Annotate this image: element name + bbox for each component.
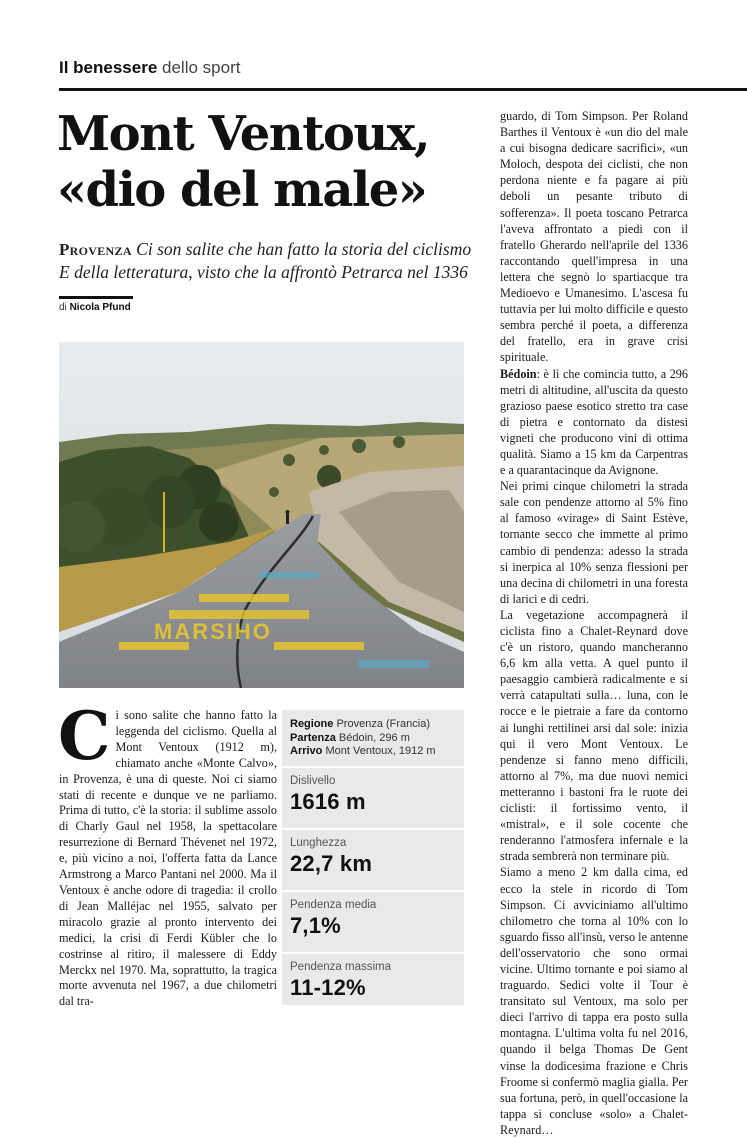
start-value: Bédoin, 296 m <box>338 731 410 744</box>
region-label: Regione <box>290 718 334 730</box>
stat-value-average-gradient: 7,1% <box>290 912 341 938</box>
stat-value-length: 22,7 km <box>290 850 373 876</box>
stat-label-length: Lunghezza <box>290 836 347 849</box>
article-headline <box>57 106 477 218</box>
dek-kicker: Provenza <box>59 240 132 259</box>
section-header <box>59 58 240 78</box>
byline <box>59 302 131 313</box>
section-subtitle: dello sport <box>162 58 241 77</box>
byline-author: Nicola Pfund <box>69 302 131 313</box>
section-title: Il benessere <box>59 58 158 77</box>
article-photo <box>59 342 464 688</box>
article-right-column <box>500 108 688 1138</box>
stat-label-average-gradient: Pendenza media <box>290 898 377 911</box>
region-value: Provenza (Francia) <box>336 718 431 730</box>
headline-line-2: «dio del male» <box>57 162 427 218</box>
drop-cap: C <box>58 697 111 775</box>
road-painted-text: MARSIHO <box>154 619 272 644</box>
route-factbox <box>282 710 464 1005</box>
stat-label-elevation-gain: Dislivello <box>290 774 336 787</box>
headline-line-1: Mont Ventoux, <box>57 106 430 162</box>
runin-bedoin: Bédoin <box>500 366 537 381</box>
body-paragraph: Nei primi cinque chilometri la strada sale con pendenze attorno al 5% fino al famoso «virage» di Saint Estève, tornante secco che immette al primo cambio di pendenza: adesso la strada si inerpica al 10% senza flessioni per una decina di chilometri in una foresta di larici e di cedri. <box>500 479 688 606</box>
body-paragraph: guardo, di Tom Simpson. Per Roland Barthes il Ventoux è «un dio del male a cui bisogna dedicare sacrifici», «un Moloch, despota dei ciclisti, che non perdona niente e fa pagare ai più deboli un pesante tributo di sofferenza». Il poeta toscano Petrarca l'aveva affrontato a piedi con il fratello Gherardo nell'aprile del 1336 raccontando quell'impresa in una lettera che segnò lo spartiacque tra Medioevo e Umanesimo. L'ascesa fu tuttavia per lui molto difficile e questo sembra perché il poeta, a differenza del fratello, era in grave crisi spirituale. <box>500 109 688 365</box>
start-label: Partenza <box>290 731 336 744</box>
lead-text: i sono salite che hanno fatto la leggenda del ciclismo. Quella al Mont Ventoux (1912 m), chiamato anche «Monte Calvo», in Provenza, è una di queste. Noi ci siamo stati di recente e dunque ve ne parliamo. Prima di tutto, c'è la storia: il sublime assolo di Charly Gaul nel 1958, la spettacolare resurrezione di Bernard Thévenet nel 1972, e, più vicino a noi, l'offerta fatta da Lance Armstrong a Marco Pantani nel 2000. Ma il Ventoux è anche odore di tragedia: il crollo di Jean Malléjac nel 1955, salvato per miracolo grazie al pronto intervento dei medici, la crisi di Ferdi Kübler che lo costrinse al ritiro, il malessere di Eddy Merckx nel 1970. Ma, soprattutto, la tragica morte avvenuta nel 1967, a due chilometri dal tra- <box>59 708 277 1009</box>
article-dek <box>59 238 479 284</box>
mountain-road-photo <box>59 342 464 688</box>
body-paragraph <box>500 366 688 479</box>
stat-value-max-gradient: 11-12% <box>290 974 366 1000</box>
finish-value: Mont Ventoux, 1912 m <box>325 745 436 757</box>
byline-rule <box>59 296 133 299</box>
finish-label: Arrivo <box>290 745 323 757</box>
article-lead <box>58 697 277 1010</box>
body-paragraph: Siamo a meno 2 km dalla cima, ed ecco la stele in ricordo di Tom Simpson. Ci avviciniamo all'ultimo chilometro che torna al 10% con lo sguardo fisso all'insù, verso le antenne dell'osservatorio che sono ormai vicine. Ultimo tornante e poi siamo al traguardo. Sedici volte il Tour è transitato sul Ventoux, ma solo per dieci l'arrivo di tappa era posto sulla montagna. L'ultima volta fu nel 2016, quando il belga Thomas De Gent vinse la dodicesima frazione e Chris Froome si confermò maglia gialla. Per sua fortuna, però, in quell'occasione la tappa si concluse «solo» a Chalet-Reynard… <box>500 865 688 1137</box>
body-paragraph: La vegetazione accompagnerà il ciclista fino a Chalet-Reynard dove c'è un ristoro, quando mancheranno 6,6 km alla vetta. A quel punto il paesaggio cambierà radicalmente e si verrà catapultati sulla… luna, con le rocce e le pietraie a fare da contorno ai lunghi rettilinei arsi dal sole: inizia qui il vero Mont Ventoux. Le pendenze si fanno meno difficili, attorno al 7%, ma due nuovi nemici metteranno i bastoni fra le ruote dei ciclisti: il fortissimo vento, il «mistral», e il sole cocente che renderanno l'atmosfera infernale e la strada sembrerà non terminare più. <box>500 607 688 864</box>
route-info <box>282 710 464 759</box>
header-rule <box>59 88 747 91</box>
byline-prefix: di <box>59 302 67 313</box>
stat-value-elevation-gain: 1616 m <box>290 788 366 814</box>
dek-text: Ci son salite che han fatto la storia del ciclismo E della letteratura, visto che la affrontò Petrarca nel 1336 <box>59 239 472 282</box>
stat-label-max-gradient: Pendenza massima <box>290 960 391 973</box>
body-paragraph-text: : è lì che comincia tutto, a 296 metri di altitudine, all'uscita da questo grazioso paese esotico stretto tra case di pietra e contornato da distesi vigneti che producono vini di ottima qualità. Siamo a 15 km da Carpentras e a quarantacinque da Avignone. <box>500 366 688 478</box>
